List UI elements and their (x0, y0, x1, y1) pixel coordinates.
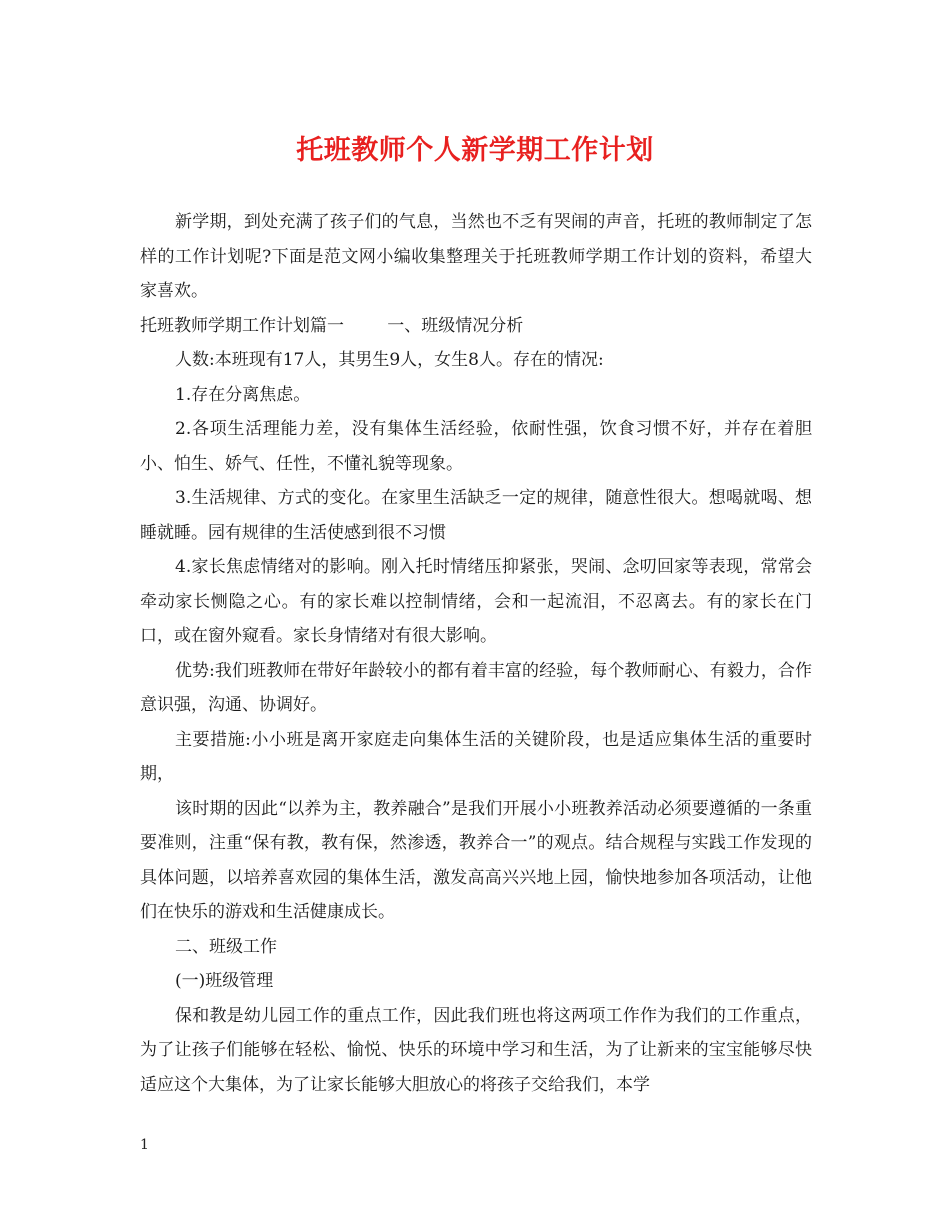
list-item-3: 3.生活规律、方式的变化。在家里生活缺乏一定的规律，随意性很大。想喝就喝、想睡就睡。园有规律的生活使感到很不习惯 (140, 488, 812, 543)
section-heading-class-analysis: 托班教师学期工作计划篇一 一、班级情况分析 (140, 315, 524, 336)
document-title: 托班教师个人新学期工作计划 (296, 135, 654, 166)
list-item-2: 2.各项生活理能力差，没有集体生活经验，依耐性强，饮食习惯不好，并存在着胆小、怕生、娇气、任性，不懂礼貌等现象。 (140, 419, 812, 474)
subsection-heading-class-management: (一)班级管理 (175, 971, 274, 991)
paragraph-intro: 新学期，到处充满了孩子们的气息，当然也不乏有哭闹的声音，托班的教师制定了怎样的工作计划呢?下面是范文网小编收集整理关于托班教师学期工作计划的资料，希望大家喜欢。 (140, 212, 812, 301)
list-item-1: 1.存在分离焦虑。 (175, 384, 311, 405)
list-item-4: 4.家长焦虑情绪对的影响。刚入托时情绪压抑紧张，哭闹、念叨回家等表现，常常会牵动家长恻隐之心。有的家长难以控制情绪，会和一起流泪，不忍离去。有的家长在门口，或在窗外窥看。家长身情绪对有很大影响。 (140, 557, 812, 646)
document-body (140, 205, 812, 1102)
paragraph-care-education: 保和教是幼儿园工作的重点工作，因此我们班也将这两项工作作为我们的工作重点，为了让孩子们能够在轻松、愉悦、快乐的环境中学习和生活，为了让新来的宝宝能够尽快适应这个大集体，为了让家长能够大胆放心的将孩子交给我们，本学 (140, 1005, 812, 1095)
paragraph-measures: 主要措施:小小班是离开家庭走向集体生活的关键阶段，也是适应集体生活的重要时期， (140, 729, 812, 784)
section-heading-class-work: 二、班级工作 (175, 936, 277, 957)
paragraph-principles: 该时期的因此“以养为主，教养融合”是我们开展小小班教养活动必须要遵循的一条重要准则，注重“保有教，教有保，然渗透，教养合一”的观点。结合规程与实践工作发现的具体问题，以培养喜欢园的集体生活，激发高高兴兴地上园，愉快地参加各项活动，让他们在快乐的游戏和生活健康成长。 (140, 798, 812, 922)
page-number: 1 (140, 1137, 149, 1153)
paragraph-advantages: 优势:我们班教师在带好年龄较小的都有着丰富的经验，每个教师耐心、有毅力，合作意识强，沟通、协调好。 (140, 660, 812, 715)
paragraph-headcount: 人数:本班现有17人，其男生9人，女生8人。存在的情况: (175, 350, 604, 370)
